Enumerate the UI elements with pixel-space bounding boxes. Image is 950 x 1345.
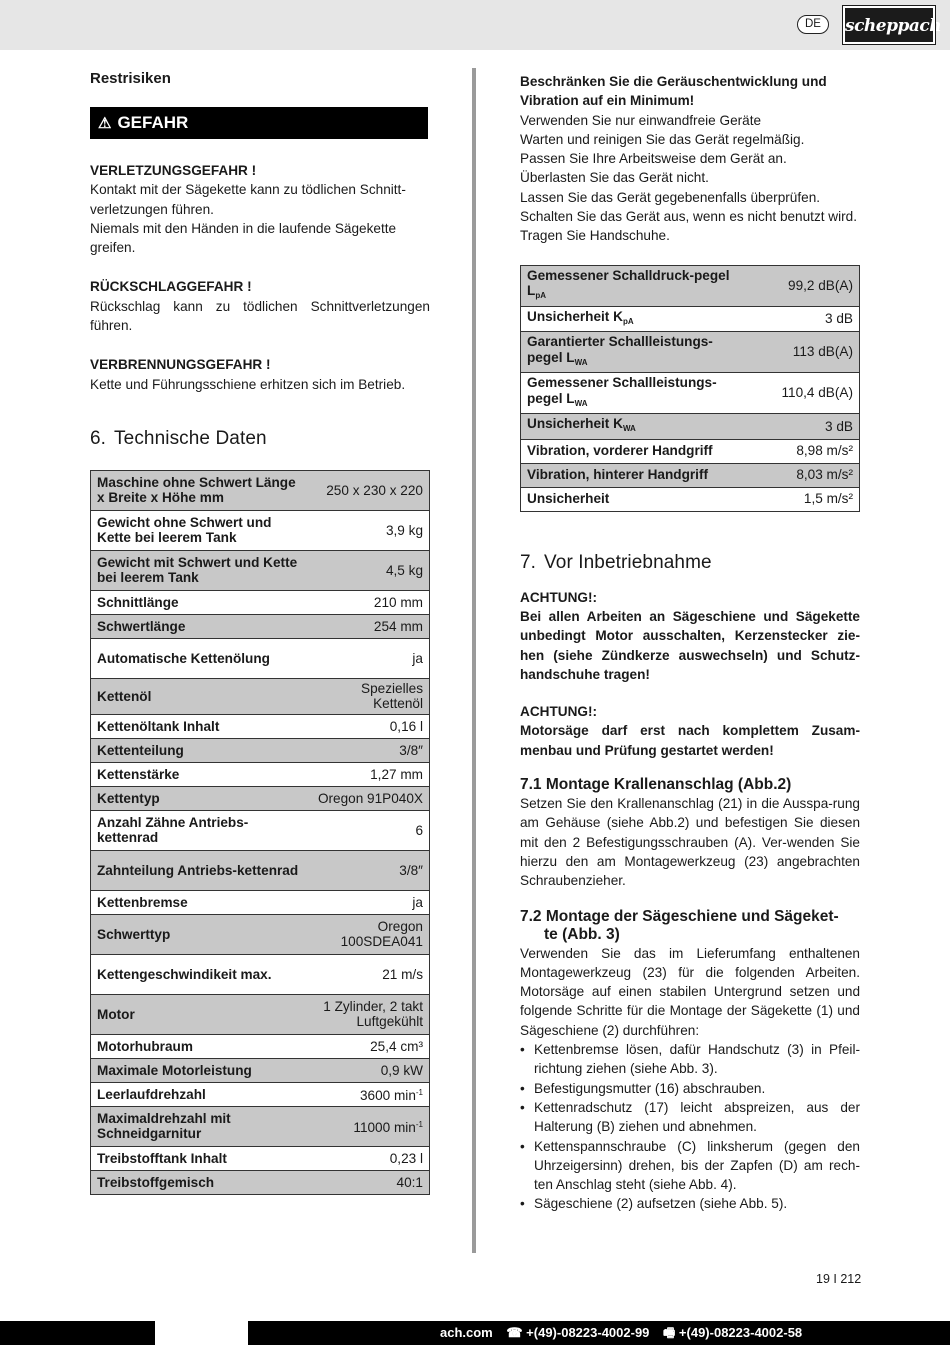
injury-text-2: Niemals mit den Händen in die laufende Sägekette greifen.: [90, 220, 397, 256]
tech-data-row: [91, 714, 430, 738]
noise-data-row: [521, 414, 860, 440]
noise-data-label: Unsicherheit: [521, 487, 751, 511]
subsection-7-2-title-line1: 7.2 Montage der Sägeschiene und Sägeket-: [520, 907, 839, 925]
tech-data-row: [91, 638, 430, 678]
tech-data-row: [91, 914, 430, 954]
injury-heading: VERLETZUNGSGEFAHR !: [90, 163, 257, 178]
tech-data-label: Leerlaufdrehzahl: [91, 1082, 306, 1106]
noise-advice-line: Schalten Sie das Gerät aus, wenn es nicht benutzt wird.: [520, 209, 858, 225]
burn-heading: VERBRENNUNGSGEFAHR !: [90, 357, 271, 373]
tech-data-label: Motorhubraum: [91, 1034, 306, 1058]
noise-advice-line: Tragen Sie Handschuhe.: [520, 228, 670, 244]
noise-heading: Beschränken Sie die Geräuschentwicklung und Vibration auf ein Minimum!: [520, 74, 827, 109]
tech-data-label: Schwertlänge: [91, 614, 306, 638]
noise-data-label: Vibration, hinterer Handgriff: [521, 463, 751, 487]
noise-vibration-table: [520, 265, 860, 512]
tech-data-label: Motor: [91, 994, 306, 1034]
kickback-heading: RÜCKSCHLAGGEFAHR !: [90, 279, 252, 295]
header-bar: [0, 0, 950, 50]
tech-data-row: [91, 678, 430, 714]
tech-data-row: [91, 1058, 430, 1082]
noise-data-row: [521, 463, 860, 487]
tech-data-value: 3/8″: [306, 738, 430, 762]
noise-data-label: Unsicherheit $K_{pA}$: [521, 306, 751, 332]
tech-data-value: Spezielles Kettenöl: [306, 678, 430, 714]
danger-label: GEFAHR: [117, 113, 189, 132]
tech-data-value: 0,16 l: [306, 714, 430, 738]
tech-data-value: 11000 $\min^{-1}$: [306, 1106, 430, 1146]
tech-data-row: [91, 994, 430, 1034]
tech-data-value: 1 Zylinder, 2 takt Luftgekühlt: [306, 994, 430, 1034]
language-badge: DE: [797, 15, 829, 34]
tech-data-value: 4,5 kg: [306, 550, 430, 590]
danger-banner: [90, 107, 428, 139]
noise-advice-list: [520, 111, 860, 246]
noise-advice-line: Warten und reinigen Sie das Gerät regelmäßig.: [520, 131, 805, 147]
tech-data-value: 210 mm: [306, 590, 430, 614]
noise-data-value: 8,03 m/s²: [751, 463, 860, 487]
injury-text-1: Kontakt mit der Sägekette kann zu tödlichen Schnitt-verletzungen führen.: [90, 182, 406, 217]
subsection-7-1-text: Setzen Sie den Krallenanschlag (21) in die Ausspa-rung am Gehäuse (siehe Abb.2) und befestigen Sie diesen mit den 2 Befestigungsschrauben (A). Ver-wenden Sie hierzu den am Montagewerkzeug (23) angebrachten Schraubenzieher.: [520, 796, 860, 889]
tech-data-row: [91, 1082, 430, 1106]
noise-data-row: [521, 265, 860, 306]
section-7-number: 7.: [520, 551, 537, 573]
assembly-step-item: • Kettenbremse lösen, dafür Handschutz (3) in Pfeil-richtung ziehen (siehe Abb. 3).: [520, 1040, 860, 1079]
tech-data-label: Kettenöltank Inhalt: [91, 714, 306, 738]
tech-data-row: [91, 890, 430, 914]
tech-data-value: 254 mm: [306, 614, 430, 638]
tech-data-value: Oregon 100SDEA041: [306, 914, 430, 954]
tech-data-value: Oregon 91P040X: [306, 786, 430, 810]
assembly-step-item: • Sägeschiene (2) aufsetzen (siehe Abb. 5).: [520, 1194, 860, 1213]
tech-data-value: 21 m/s: [306, 954, 430, 994]
tech-data-value: ja: [306, 638, 430, 678]
tech-data-row: [91, 590, 430, 614]
tech-data-label: Maschine ohne Schwert Länge x Breite x Höhe mm: [91, 470, 306, 510]
tech-data-row: [91, 810, 430, 850]
tech-data-row: [91, 738, 430, 762]
tech-data-row: [91, 510, 430, 550]
attention-label-1: ACHTUNG!:: [520, 589, 598, 605]
tech-data-value: 1,27 mm: [306, 762, 430, 786]
noise-data-value: 99,2 dB(A): [751, 265, 860, 306]
tech-data-row: [91, 1146, 430, 1170]
noise-data-label: Garantierter Schallleistungs-pegel $L_{WA}$: [521, 332, 751, 373]
subsection-7-2-title-line2: te (Abb. 3): [544, 925, 620, 943]
warning-icon: ⚠: [98, 115, 112, 132]
footer-white-block: [155, 1321, 248, 1345]
tech-data-label: Schwerttyp: [91, 914, 306, 954]
tech-data-label: Maximale Motorleistung: [91, 1058, 306, 1082]
subsection-7-2-title: [520, 908, 860, 944]
tech-data-row: [91, 1106, 430, 1146]
tech-data-label: Maximaldrehzahl mit Schneidgarnitur: [91, 1106, 306, 1146]
brand-logo: scheppach: [843, 6, 935, 44]
section-7-label: Vor Inbetriebnahme: [544, 551, 712, 573]
tech-data-label: Kettenbremse: [91, 890, 306, 914]
assembly-steps-list: [520, 1040, 860, 1214]
noise-data-value: 1,5 m/s²: [751, 487, 860, 511]
section-6-label: Technische Daten: [114, 427, 267, 449]
noise-data-value: 110,4 dB(A): [751, 373, 860, 414]
tech-data-row: [91, 762, 430, 786]
noise-data-value: 8,98 m/s²: [751, 439, 860, 463]
tech-data-value: 3/8″: [306, 850, 430, 890]
noise-data-value: 3 dB: [751, 306, 860, 332]
tech-data-label: Automatische Kettenölung: [91, 638, 306, 678]
residual-risks-heading: Restrisiken: [90, 70, 171, 87]
noise-data-label: Vibration, vorderer Handgriff: [521, 439, 751, 463]
tech-data-row: [91, 1170, 430, 1194]
tech-data-label: Kettenteilung: [91, 738, 306, 762]
tech-data-row: [91, 550, 430, 590]
left-column: [90, 70, 430, 1195]
tech-data-row: [91, 786, 430, 810]
tech-data-row: [91, 1034, 430, 1058]
tech-data-label: Anzahl Zähne Antriebs-kettenrad: [91, 810, 306, 850]
assembly-step-item: • Befestigungsmutter (16) abschrauben.: [520, 1079, 860, 1098]
tech-data-label: Treibstoffgemisch: [91, 1170, 306, 1194]
tech-data-label: Kettengeschwindikeit max.: [91, 954, 306, 994]
subsection-7-1-title: 7.1 Montage Krallenanschlag (Abb.2): [520, 776, 792, 794]
attention-label-2: ACHTUNG!:: [520, 704, 598, 720]
noise-data-row: [521, 487, 860, 511]
noise-data-value: 113 dB(A): [751, 332, 860, 373]
noise-advice-line: Passen Sie Ihre Arbeitsweise dem Gerät an.: [520, 151, 787, 167]
column-divider: [472, 68, 476, 1253]
noise-advice-line: Verwenden Sie nur einwandfreie Geräte: [520, 112, 762, 128]
noise-data-row: [521, 332, 860, 373]
noise-data-row: [521, 306, 860, 332]
tech-data-label: Treibstofftank Inhalt: [91, 1146, 306, 1170]
tech-data-row: [91, 954, 430, 994]
noise-advice-line: Lassen Sie das Gerät gegebenenfalls überprüfen.: [520, 189, 821, 205]
kickback-text: Rückschlag kann zu tödlichen Schnittverletzungen führen.: [90, 298, 430, 334]
footer-bar: [0, 1321, 950, 1345]
page-number: 19 I 212: [816, 1272, 862, 1286]
footer-contact: [440, 1321, 812, 1345]
tech-data-value: ja: [306, 890, 430, 914]
section-6-number: 6.: [90, 427, 107, 449]
footer-phone: ☎ +(49)-08223-4002-99: [506, 1325, 650, 1340]
tech-data-value: 0,9 kW: [306, 1058, 430, 1082]
tech-data-value: 40:1: [306, 1170, 430, 1194]
burn-text: Kette und Führungsschiene erhitzen sich im Betrieb.: [90, 376, 406, 392]
tech-data-label: Gewicht mit Schwert und Kette bei leerem Tank: [91, 550, 306, 590]
tech-data-label: Zahnteilung Antriebs-kettenrad: [91, 850, 306, 890]
attention-text-1: Bei allen Arbeiten an Sägeschiene und Sägekette unbedingt Motor ausschalten, Kerzenstecker zie-hen (siehe Zündkerze auswechseln) und Schutz-handschuhe tragen!: [520, 608, 860, 682]
right-column: [520, 72, 860, 1214]
tech-data-value: 3,9 kg: [306, 510, 430, 550]
section-7-title: [520, 552, 860, 574]
noise-data-label: Unsicherheit $K_{WA}$: [521, 414, 751, 440]
footer-fax: 🖷 +(49)-08223-4002-58: [663, 1325, 803, 1340]
noise-data-label: Gemessener Schalldruck-pegel $L_{pA}$: [521, 265, 751, 306]
section-6-title: [90, 428, 430, 450]
tech-data-value: 0,23 l: [306, 1146, 430, 1170]
assembly-step-item: • Kettenspannschraube (C) linksherum (gegen den Uhrzeigersinn) drehen, bis der Zapfen (D) am rech-ten Anschlag steht (siehe Abb. 4).: [520, 1137, 860, 1195]
tech-data-value: 6: [306, 810, 430, 850]
footer-website: ach.com: [440, 1325, 493, 1340]
noise-data-label: Gemessener Schallleistungs-pegel $L_{WA}$: [521, 373, 751, 414]
tech-data-value: 3600 $\min^{-1}$: [306, 1082, 430, 1106]
tech-data-row: [91, 470, 430, 510]
tech-data-value: 25,4 cm³: [306, 1034, 430, 1058]
tech-data-value: 250 x 230 x 220: [306, 470, 430, 510]
tech-data-row: [91, 614, 430, 638]
tech-data-label: Schnittlänge: [91, 590, 306, 614]
assembly-step-item: • Kettenradschutz (17) leicht abspreizen, aus der Halterung (B) ziehen und abnehmen.: [520, 1098, 860, 1137]
tech-data-row: [91, 850, 430, 890]
tech-data-label: Kettentyp: [91, 786, 306, 810]
noise-advice-line: Überlasten Sie das Gerät nicht.: [520, 170, 709, 186]
tech-data-label: Kettenöl: [91, 678, 306, 714]
noise-data-value: 3 dB: [751, 414, 860, 440]
noise-data-row: [521, 439, 860, 463]
tech-data-label: Kettenstärke: [91, 762, 306, 786]
subsection-7-2-text: Verwenden Sie das im Lieferumfang enthaltenen Montagewerkzeug (23) für die folgenden Arbeiten. Motorsäge auf einen stabilen Untergrund setzen und folgende Schritte für die Montage der Sägekette (1) und Sägeschiene (2) durchführen:: [520, 945, 860, 1038]
noise-data-row: [521, 373, 860, 414]
attention-text-2: Motorsäge darf erst nach komplettem Zusam-menbau und Prüfung gestartet werden!: [520, 723, 860, 758]
technical-data-table: [90, 470, 430, 1195]
tech-data-label: Gewicht ohne Schwert und Kette bei leerem Tank: [91, 510, 306, 550]
